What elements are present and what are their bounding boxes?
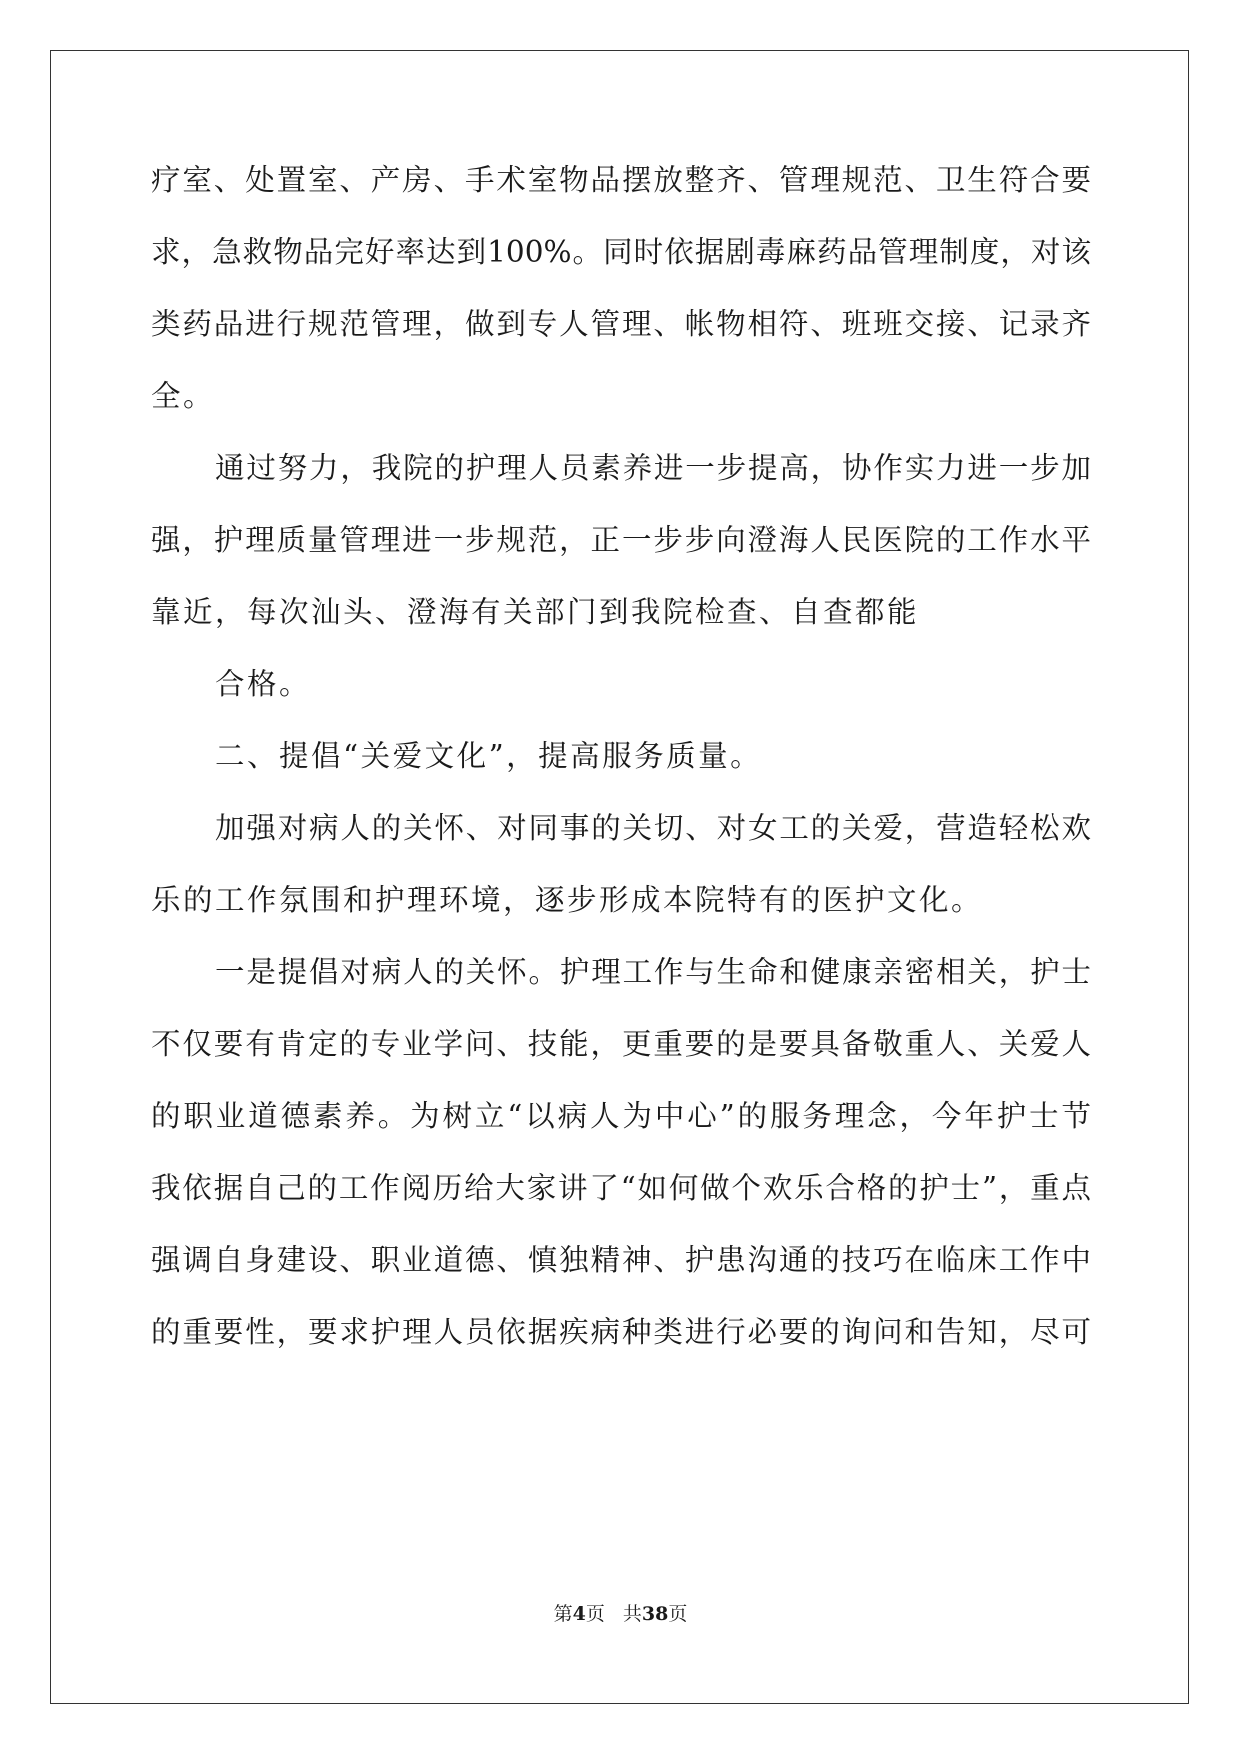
section-heading: 二、提倡“关爱文化”，提高服务质量。 (215, 739, 763, 773)
text-line: 强调自身建设、职业道德、慎独精神、护患沟通的技巧在临床工作中 (151, 1243, 1091, 1277)
page-suffix: 页 (585, 1603, 605, 1625)
page-number: 4 (572, 1603, 586, 1625)
text-line: 类药品进行规范管理，做到专人管理、帐物相符、班班交接、记录齐 (151, 307, 1091, 341)
total-suffix: 页 (668, 1603, 688, 1625)
text-line: 强，护理质量管理进一步规范，正一步步向澄海人民医院的工作水平 (151, 523, 1091, 557)
text-line: 疗室、处置室、产房、手术室物品摆放整齐、管理规范、卫生符合要 (151, 163, 1091, 197)
page-border (50, 50, 1189, 1704)
text-line: 通过努力，我院的护理人员素养进一步提高，协作实力进一步加 (215, 451, 1091, 485)
text-line: 我依据自己的工作阅历给大家讲了“如何做个欢乐合格的护士”，重点 (151, 1171, 1091, 1205)
page-footer (0, 1602, 1241, 1626)
text-line: 不仅要有肯定的专业学问、技能，更重要的是要具备敬重人、关爱人 (151, 1027, 1091, 1061)
text-line: 的重要性，要求护理人员依据疾病种类进行必要的询问和告知，尽可 (151, 1315, 1091, 1349)
text-line: 的职业道德素养。为树立“以病人为中心”的服务理念，今年护士节 (151, 1099, 1091, 1133)
text-line: 一是提倡对病人的关怀。护理工作与生命和健康亲密相关，护士 (215, 955, 1091, 989)
text-line: 加强对病人的关怀、对同事的关切、对女工的关爱，营造轻松欢 (215, 811, 1091, 845)
total-pages: 38 (641, 1603, 669, 1625)
text-line: 合格。 (215, 667, 312, 701)
text-line: 求，急救物品完好率达到100%。同时依据剧毒麻药品管理制度，对该 (151, 235, 1091, 269)
text-line: 靠近，每次汕头、澄海有关部门到我院检查、自查都能 (151, 595, 920, 629)
total-prefix: 共 (622, 1603, 642, 1625)
text-line: 乐的工作氛围和护理环境，逐步形成本院特有的医护文化。 (151, 883, 984, 917)
page-prefix: 第 (553, 1603, 573, 1625)
text-line: 全。 (151, 379, 216, 413)
